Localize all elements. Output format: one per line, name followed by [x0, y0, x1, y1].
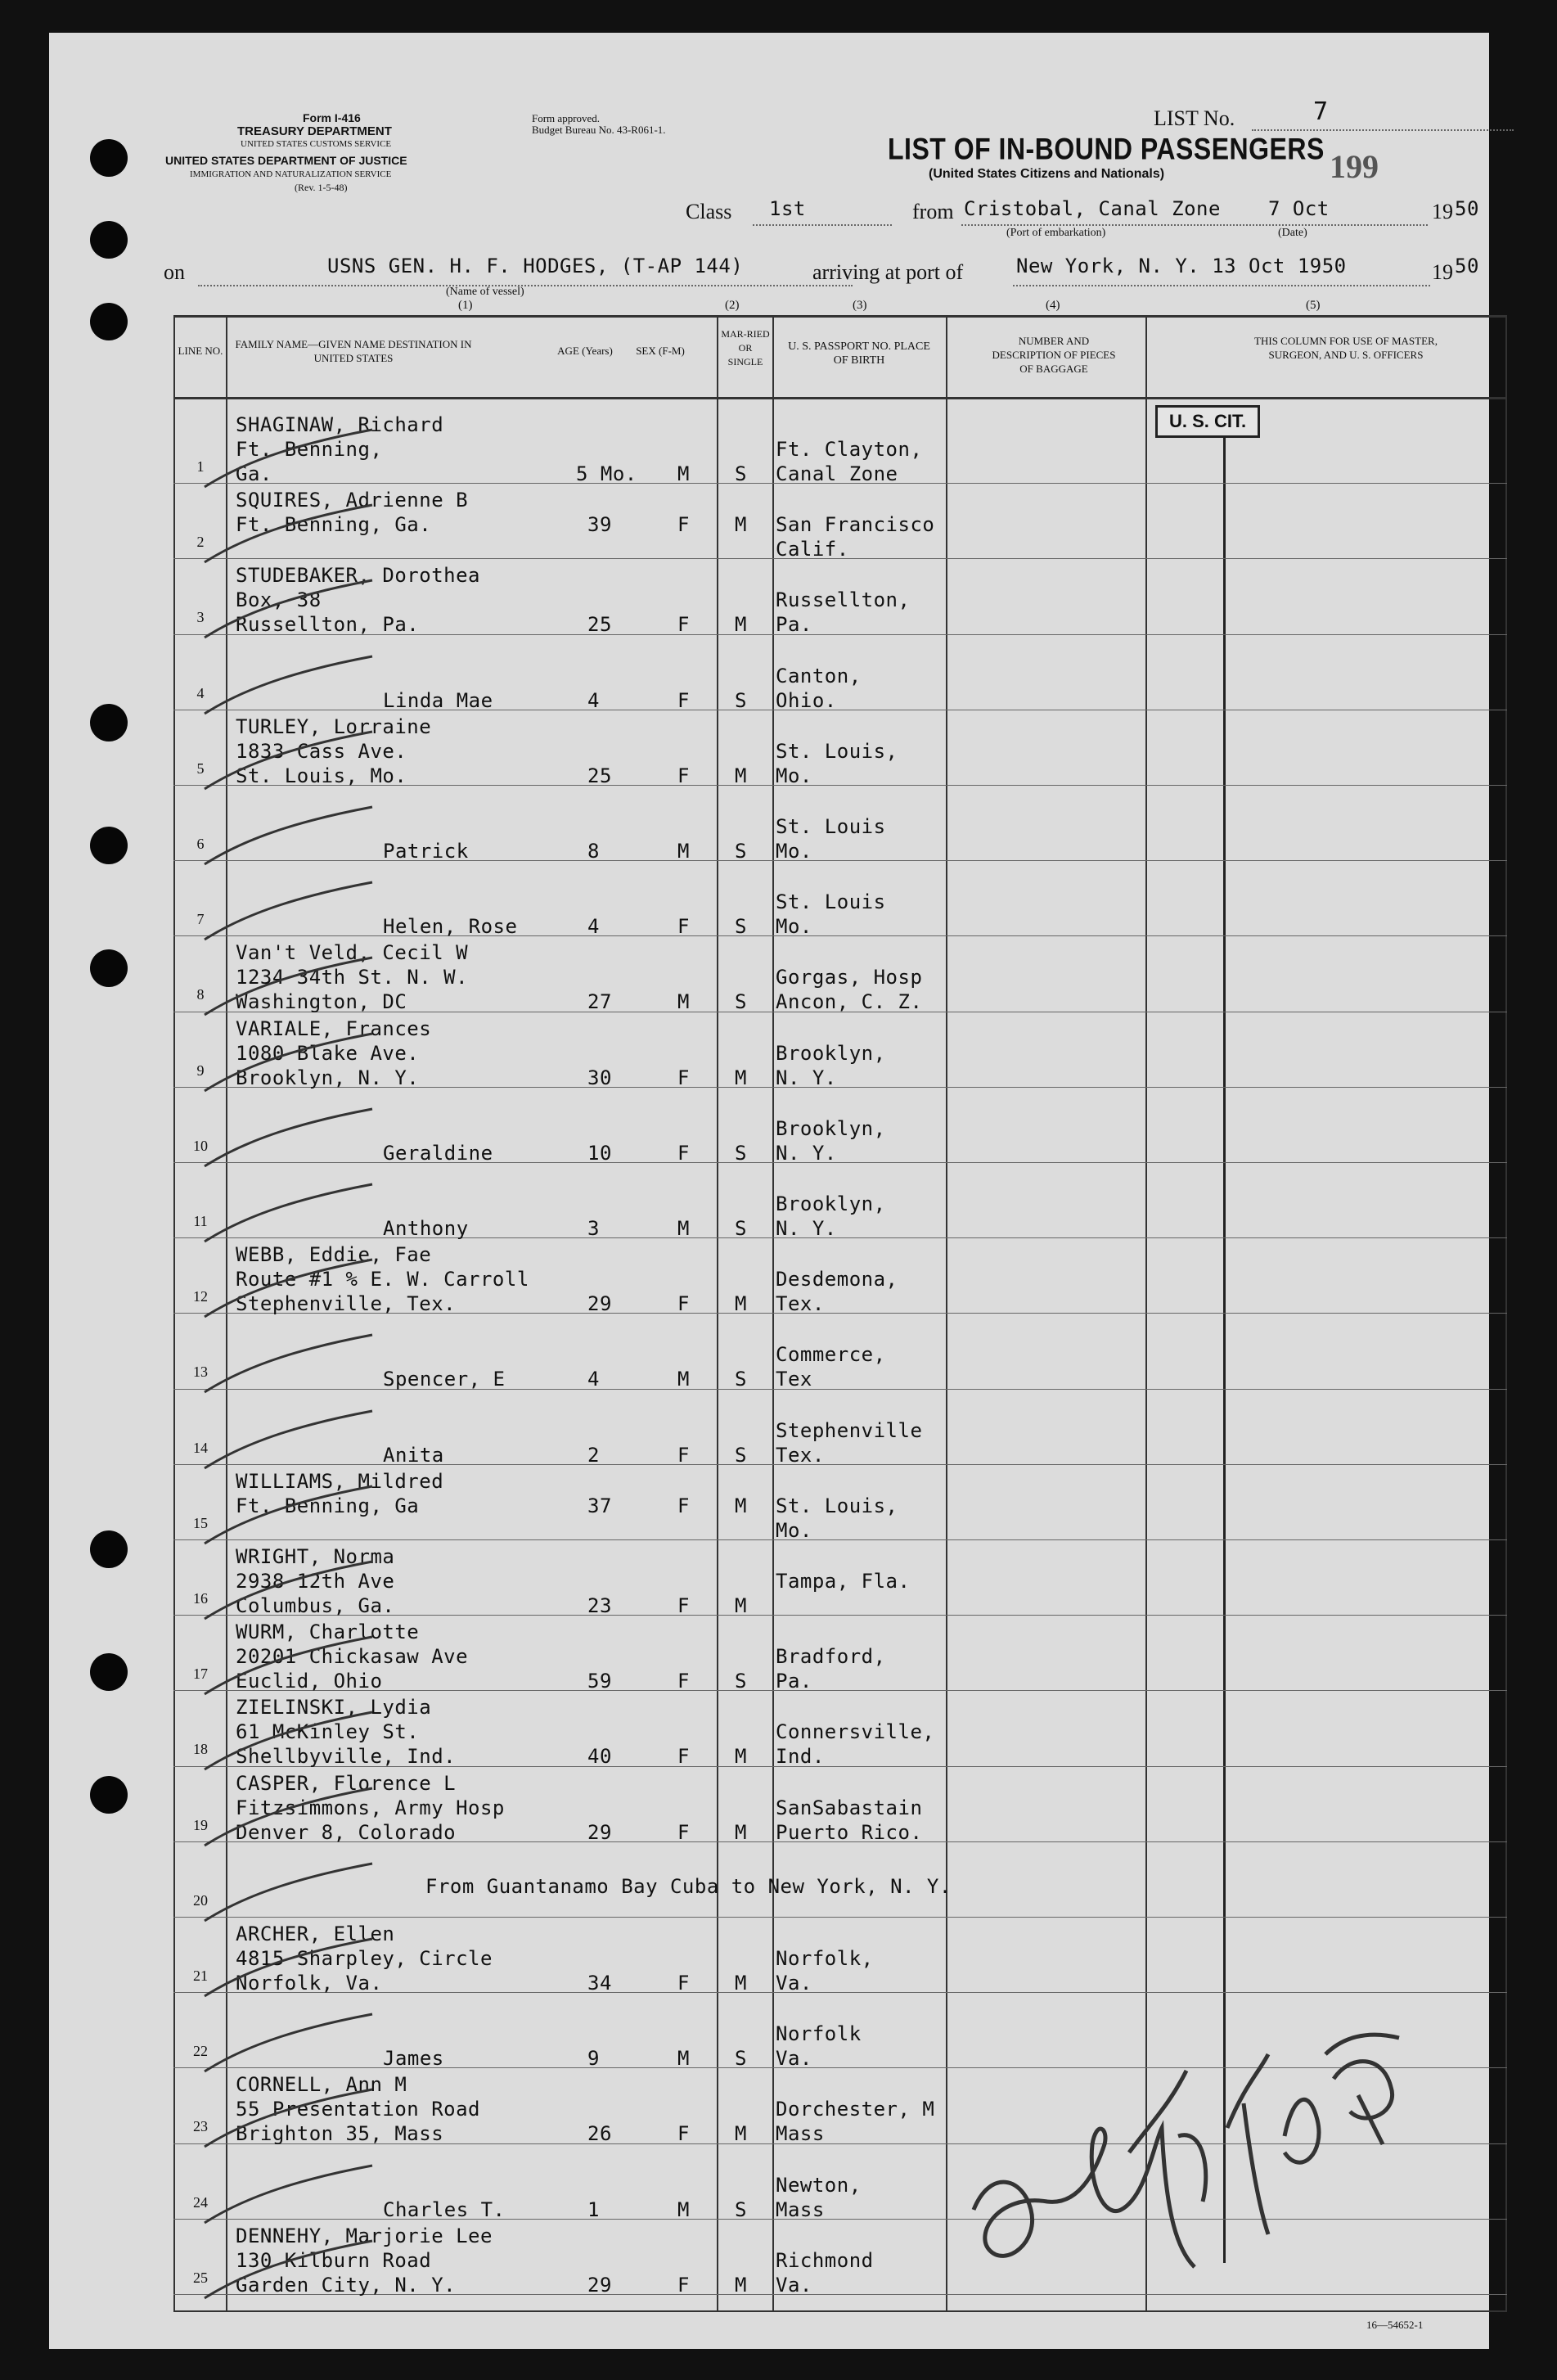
- passenger-name-line: TURLEY, Lorraine: [236, 714, 432, 738]
- birthplace-line: Commerce,: [776, 1343, 886, 1367]
- on-label: on: [164, 260, 185, 284]
- passenger-name-line: Fitzsimmons, Army Hosp: [236, 1796, 505, 1819]
- marital-status: M: [735, 1745, 747, 1769]
- marital-status: S: [735, 2047, 747, 2071]
- marital-status: S: [735, 915, 747, 939]
- passenger-sex: F: [677, 764, 690, 787]
- passenger-name-line: VARIALE, Frances: [236, 1016, 432, 1040]
- passenger-name-line: WILLIAMS, Mildred: [236, 1469, 444, 1493]
- passenger-sex: F: [677, 1141, 690, 1165]
- passenger-name-line: Ft. Benning, Ga: [236, 1494, 420, 1517]
- punch-hole: [90, 949, 128, 987]
- check-mark: [200, 803, 380, 868]
- marital-status: S: [735, 2197, 747, 2221]
- birthplace-line: Norfolk: [776, 2022, 862, 2046]
- arriving-label: arriving at port of: [812, 260, 964, 284]
- birthplace-line: Ft. Clayton,: [776, 438, 923, 461]
- passenger-age: 9: [587, 2047, 600, 2071]
- passenger-age: 59: [587, 1670, 612, 1693]
- passenger-sex: F: [677, 513, 690, 537]
- column-mark: [1223, 438, 1226, 2263]
- passenger-name-line: 20201 Chickasaw Ave: [236, 1645, 469, 1669]
- birthplace-line: San Francisco: [776, 513, 935, 537]
- line-number: 12: [193, 1288, 208, 1305]
- birthplace-line: Va.: [776, 2273, 812, 2297]
- passenger-sex: F: [677, 613, 690, 637]
- header-baggage: NUMBER AND DESCRIPTION OF PIECES OF BAGGAGE: [992, 335, 1116, 375]
- marital-status: M: [735, 2273, 747, 2297]
- passenger-name-line: Garden City, N. Y.: [236, 2273, 457, 2297]
- marital-status: M: [735, 1066, 747, 1089]
- marital-status: M: [735, 1972, 747, 1995]
- passenger-name-line: Linda Mae: [383, 688, 493, 712]
- embarkation-port: Cristobal, Canal Zone: [964, 197, 1221, 220]
- check-mark: [200, 1708, 380, 1774]
- punch-hole: [90, 1776, 128, 1814]
- punch-hole: [90, 704, 128, 741]
- passenger-name-line: 1080 Blake Ave.: [236, 1041, 420, 1065]
- birthplace-line: Calif.: [776, 538, 849, 561]
- passenger-sex: F: [677, 1670, 690, 1693]
- passenger-name-line: 55 Presentation Road: [236, 2098, 480, 2121]
- birthplace-line: Stephenville: [776, 1418, 923, 1442]
- birthplace-line: Mo.: [776, 764, 812, 787]
- marital-status: S: [735, 1217, 747, 1240]
- marital-status: S: [735, 990, 747, 1014]
- passenger-age: 39: [587, 513, 612, 537]
- marital-status: S: [735, 1670, 747, 1693]
- birthplace-line: Mass: [776, 2122, 825, 2146]
- header-age: AGE (Years): [557, 345, 613, 357]
- check-mark: [200, 576, 380, 642]
- birthplace-line: Brooklyn,: [776, 1192, 886, 1215]
- punch-hole: [90, 221, 128, 259]
- justice-dept: UNITED STATES DEPARTMENT OF JUSTICE: [165, 154, 407, 167]
- from-label: from: [912, 200, 954, 223]
- passenger-name-line: 2938 12th Ave: [236, 1570, 395, 1593]
- punch-hole: [90, 1653, 128, 1691]
- check-mark: [200, 1784, 380, 1850]
- passenger-name-line: Charles T.: [383, 2197, 506, 2221]
- page-number-stamp: 199: [1330, 148, 1379, 185]
- marital-status: M: [735, 764, 747, 787]
- line-number: 11: [193, 1213, 208, 1229]
- col-num-1: (1): [458, 299, 473, 312]
- passenger-name-line: Patrick: [383, 840, 469, 863]
- birthplace-line: Tex.: [776, 1443, 825, 1467]
- passenger-name-line: Ft. Benning,: [236, 438, 383, 461]
- birthplace-line: Brooklyn,: [776, 1116, 886, 1140]
- check-mark: [200, 953, 380, 1019]
- line-number: 20: [193, 1891, 208, 1909]
- birthplace-line: St. Louis: [776, 815, 886, 838]
- check-mark: [200, 2161, 380, 2227]
- birthplace-line: Norfolk,: [776, 1947, 874, 1970]
- check-mark: [200, 426, 383, 491]
- passenger-sex: F: [677, 1494, 690, 1517]
- birthplace-line: N. Y.: [776, 1141, 837, 1165]
- treasury-dept: TREASURY DEPARTMENT: [237, 124, 392, 138]
- birthplace-line: Puerto Rico.: [776, 1820, 923, 1844]
- line-number: 25: [193, 2269, 208, 2286]
- port-caption: (Port of embarkation): [1006, 227, 1106, 239]
- passenger-name-line: Route #1 % E. W. Carroll: [236, 1268, 529, 1291]
- header-passport: U. S. PASSPORT NO. PLACE OF BIRTH: [788, 340, 930, 367]
- line-number: 23: [193, 2118, 208, 2135]
- birthplace-line: Va.: [776, 1972, 812, 1995]
- birthplace-line: Ancon, C. Z.: [776, 990, 923, 1014]
- birthplace-line: Ohio.: [776, 688, 837, 712]
- marital-status: M: [735, 1494, 747, 1517]
- check-mark: [200, 1407, 380, 1472]
- passenger-age: 29: [587, 1820, 612, 1844]
- passenger-sex: F: [677, 688, 690, 712]
- line-number: 6: [196, 836, 205, 852]
- marital-status: S: [735, 1141, 747, 1165]
- route-note: From Guantanamo Bay Cuba to New York, N. Y.: [425, 1875, 952, 1898]
- line-number: 4: [196, 684, 205, 701]
- check-mark: [200, 1180, 380, 1246]
- passenger-name-line: 4815 Sharpley, Circle: [236, 1947, 493, 1970]
- punch-hole: [90, 303, 128, 340]
- marital-status: S: [735, 1368, 747, 1391]
- birthplace-line: N. Y.: [776, 1217, 837, 1240]
- header-sex: SEX (F-M): [636, 345, 685, 357]
- passenger-sex: M: [677, 840, 690, 863]
- passenger-name-line: St. Louis, Mo.: [236, 764, 407, 787]
- birthplace-line: Richmond: [776, 2248, 874, 2272]
- passenger-sex: F: [677, 1292, 690, 1316]
- line-number: 8: [196, 986, 205, 1003]
- line-number: 21: [193, 1968, 208, 1984]
- col-num-3: (3): [853, 299, 867, 312]
- line-number: 18: [193, 1741, 208, 1758]
- check-mark: [200, 1255, 380, 1321]
- birthplace-line: Tex.: [776, 1292, 825, 1316]
- check-mark: [200, 1030, 380, 1095]
- year-value: 50: [1455, 197, 1479, 220]
- passenger-age: 10: [587, 1141, 612, 1165]
- form-rev: (Rev. 1-5-48): [295, 182, 348, 193]
- passenger-sex: F: [677, 2122, 690, 2146]
- passenger-age: 8: [587, 840, 600, 863]
- passenger-name-line: 1833 Cass Ave.: [236, 739, 407, 763]
- passenger-sex: M: [677, 2197, 690, 2221]
- passenger-name-line: WURM, Charlotte: [236, 1620, 420, 1644]
- passenger-sex: M: [677, 1217, 690, 1240]
- line-number: 5: [196, 760, 205, 777]
- check-mark: [200, 1482, 380, 1548]
- passenger-sex: F: [677, 1745, 690, 1769]
- line-number: 16: [193, 1590, 208, 1607]
- passenger-name-line: Anthony: [383, 1217, 469, 1240]
- marital-status: M: [735, 1820, 747, 1844]
- passenger-name-line: Russellton, Pa.: [236, 613, 420, 637]
- birthplace-line: Russellton,: [776, 588, 911, 612]
- line-number: 2: [196, 534, 205, 551]
- arrival-year: 50: [1455, 255, 1479, 277]
- passenger-age: 2: [587, 1443, 600, 1467]
- passenger-name-line: SHAGINAW, Richard: [236, 413, 444, 436]
- birthplace-line: St. Louis,: [776, 1494, 898, 1517]
- marital-status: S: [735, 462, 747, 485]
- passenger-name-line: WRIGHT, Norma: [236, 1545, 395, 1568]
- passenger-name-line: Spencer, E: [383, 1368, 506, 1391]
- marital-status: M: [735, 1292, 747, 1316]
- passenger-name-line: ZIELINSKI, Lydia: [236, 1696, 432, 1720]
- birthplace-line: Brooklyn,: [776, 1041, 886, 1065]
- check-mark: [200, 1859, 380, 1925]
- check-mark: [200, 1331, 380, 1396]
- line-number: 14: [193, 1439, 208, 1456]
- line-number: 22: [193, 2043, 208, 2060]
- passenger-name-line: Norfolk, Va.: [236, 1972, 383, 1995]
- passenger-name-line: Columbus, Ga.: [236, 1594, 395, 1617]
- list-number-label: LIST No.: [1154, 106, 1235, 130]
- page-subtitle: (United States Citizens and Nationals): [929, 167, 1165, 181]
- birthplace-line: Newton,: [776, 2173, 862, 2197]
- passenger-name-line: Shellbyville, Ind.: [236, 1745, 457, 1769]
- header-line-no: LINE NO.: [178, 345, 223, 357]
- passenger-sex: F: [677, 1820, 690, 1844]
- passenger-age: 34: [587, 1972, 612, 1995]
- passenger-sex: F: [677, 1066, 690, 1089]
- line-number: 1: [196, 458, 205, 475]
- marital-status: M: [735, 1594, 747, 1617]
- budget-bureau: Budget Bureau No. 43-R061-1.: [532, 124, 666, 136]
- birthplace-line: SanSabastain: [776, 1796, 923, 1819]
- passenger-name-line: STUDEBAKER, Dorothea: [236, 564, 480, 588]
- check-mark: [200, 1105, 380, 1170]
- vessel-caption: (Name of vessel): [446, 286, 524, 298]
- manifest-page: [49, 33, 1489, 2349]
- passenger-name-line: Stephenville, Tex.: [236, 1292, 457, 1316]
- birthplace-line: Bradford,: [776, 1645, 886, 1669]
- passenger-name-line: CORNELL, Ann M: [236, 2073, 407, 2097]
- header-name: FAMILY NAME—GIVEN NAME DESTINATION IN UNITED STATES: [235, 338, 472, 364]
- passenger-name-line: Washington, DC: [236, 990, 407, 1014]
- col-num-4: (4): [1046, 299, 1060, 312]
- passenger-name-line: Euclid, Ohio: [236, 1670, 383, 1693]
- line-number: 24: [193, 2193, 208, 2211]
- check-mark: [200, 501, 380, 566]
- date-caption: (Date): [1278, 227, 1307, 239]
- check-mark: [200, 1557, 380, 1623]
- passenger-age: 29: [587, 1292, 612, 1316]
- passenger-sex: F: [677, 915, 690, 939]
- passenger-name-line: WEBB, Eddie, Fae: [236, 1243, 432, 1267]
- birthplace-line: N. Y.: [776, 1066, 837, 1089]
- check-mark: [200, 2237, 380, 2302]
- passenger-name-line: James: [383, 2047, 444, 2071]
- passenger-sex: M: [677, 990, 690, 1014]
- birthplace-line: Tampa, Fla.: [776, 1570, 911, 1593]
- passenger-name-line: Van't Veld, Cecil W: [236, 941, 469, 965]
- passenger-name-line: 1234 34th St. N. W.: [236, 966, 469, 989]
- class-label: Class: [686, 200, 732, 223]
- birthplace-line: Connersville,: [776, 1720, 935, 1744]
- passenger-name-line: Ga.: [236, 462, 272, 485]
- birthplace-line: Mo.: [776, 1518, 812, 1542]
- birthplace-line: Mo.: [776, 840, 812, 863]
- check-mark: [200, 1633, 383, 1698]
- birthplace-line: Dorchester, M: [776, 2098, 935, 2121]
- line-number: 3: [196, 609, 205, 626]
- passenger-age: 4: [587, 688, 600, 712]
- birthplace-line: Va.: [776, 2047, 812, 2071]
- passenger-name-line: ARCHER, Ellen: [236, 1922, 395, 1945]
- birthplace-line: Ind.: [776, 1745, 825, 1769]
- marital-status: S: [735, 688, 747, 712]
- us-citizen-stamp: U. S. CIT.: [1155, 405, 1260, 438]
- arrival-year-prefix: 19: [1432, 260, 1453, 284]
- passenger-age: 25: [587, 764, 612, 787]
- passenger-sex: M: [677, 2047, 690, 2071]
- passenger-name-line: Box, 38: [236, 588, 322, 612]
- passenger-age: 1: [587, 2197, 600, 2221]
- check-mark: [200, 2010, 380, 2076]
- passenger-age: 3: [587, 1217, 600, 1240]
- marital-status: S: [735, 840, 747, 863]
- line-number: 13: [193, 1364, 208, 1381]
- passenger-name-line: SQUIRES, Adrienne B: [236, 489, 469, 512]
- passenger-name-line: Brooklyn, N. Y.: [236, 1066, 420, 1089]
- passenger-name-line: 130 Kilburn Road: [236, 2248, 432, 2272]
- line-number: 10: [193, 1137, 208, 1154]
- embarkation-date: 7 Oct: [1268, 197, 1330, 220]
- passenger-sex: F: [677, 2273, 690, 2297]
- form-number: Form I-416: [303, 111, 361, 124]
- list-number: 7: [1313, 97, 1329, 126]
- passenger-name-line: Helen, Rose: [383, 915, 518, 939]
- birthplace-line: St. Louis: [776, 890, 886, 914]
- header-officers: THIS COLUMN FOR USE OF MASTER, SURGEON, AND U. S. OFFICERS: [1254, 335, 1438, 361]
- passenger-sex: F: [677, 1594, 690, 1617]
- passenger-age: 40: [587, 1745, 612, 1769]
- passenger-age: 27: [587, 990, 612, 1014]
- line-number: 7: [196, 911, 205, 928]
- page-title: LIST OF IN-BOUND PASSENGERS: [888, 132, 1325, 166]
- passenger-age: 23: [587, 1594, 612, 1617]
- passenger-name-line: 61 McKinley St.: [236, 1720, 420, 1744]
- form-approved: Form approved.: [532, 112, 601, 124]
- line-number: 19: [193, 1816, 208, 1833]
- header-married: MAR-RIED OR SINGLE: [721, 328, 770, 367]
- arrival-port: New York, N. Y. 13 Oct 1950: [1016, 255, 1347, 277]
- passenger-age: 29: [587, 2273, 612, 2297]
- passenger-age: 25: [587, 613, 612, 637]
- birthplace-line: Desdemona,: [776, 1268, 898, 1291]
- vessel-name: USNS GEN. H. F. HODGES, (T-AP 144): [327, 255, 744, 277]
- birthplace-line: Gorgas, Hosp: [776, 966, 923, 989]
- passenger-age: 5 Mo.: [576, 462, 637, 485]
- passenger-name-line: Geraldine: [383, 1141, 493, 1165]
- check-mark: [200, 652, 380, 718]
- col-num-5: (5): [1306, 299, 1321, 312]
- passenger-name-line: DENNEHY, Marjorie Lee: [236, 2224, 493, 2247]
- class-value: 1st: [769, 197, 806, 220]
- punch-hole: [90, 1530, 128, 1568]
- passenger-age: 26: [587, 2122, 612, 2146]
- marital-status: M: [735, 2122, 747, 2146]
- line-number: 9: [196, 1062, 205, 1079]
- passenger-name-line: Ft. Benning, Ga.: [236, 513, 432, 537]
- passenger-sex: M: [677, 1368, 690, 1391]
- passenger-sex: M: [677, 462, 690, 485]
- passenger-sex: F: [677, 1443, 690, 1467]
- passenger-age: 30: [587, 1066, 612, 1089]
- ins-service: IMMIGRATION AND NATURALIZATION SERVICE: [190, 169, 392, 179]
- birthplace-line: Canal Zone: [776, 462, 898, 485]
- punch-hole: [90, 827, 128, 864]
- passenger-name-line: CASPER, Florence L: [236, 1771, 457, 1795]
- punch-hole: [90, 139, 128, 177]
- marital-status: M: [735, 613, 747, 637]
- footer-code: 16—54652-1: [1366, 2319, 1424, 2331]
- check-mark: [200, 728, 380, 793]
- birthplace-line: Pa.: [776, 613, 812, 637]
- birthplace-line: Mass: [776, 2197, 825, 2221]
- passenger-sex: F: [677, 1972, 690, 1995]
- check-mark: [200, 878, 380, 944]
- birthplace-line: Tex: [776, 1368, 812, 1391]
- birthplace-line: St. Louis,: [776, 739, 898, 763]
- year-prefix: 19: [1432, 200, 1453, 223]
- birthplace-line: Mo.: [776, 915, 812, 939]
- customs-service: UNITED STATES CUSTOMS SERVICE: [241, 139, 392, 149]
- passenger-age: 37: [587, 1494, 612, 1517]
- check-mark: [200, 1935, 383, 2000]
- birthplace-line: Canton,: [776, 664, 862, 687]
- passenger-age: 4: [587, 915, 600, 939]
- line-number: 17: [193, 1666, 208, 1683]
- passenger-name-line: Anita: [383, 1443, 444, 1467]
- col-num-2: (2): [725, 299, 740, 312]
- line-number: 15: [193, 1514, 208, 1531]
- inspector-signature: [957, 2005, 1415, 2283]
- birthplace-line: Pa.: [776, 1670, 812, 1693]
- marital-status: M: [735, 513, 747, 537]
- passenger-name-line: Denver 8, Colorado: [236, 1820, 457, 1844]
- passenger-name-line: Brighton 35, Mass: [236, 2122, 444, 2146]
- check-mark: [200, 2085, 380, 2151]
- passenger-age: 4: [587, 1368, 600, 1391]
- marital-status: S: [735, 1443, 747, 1467]
